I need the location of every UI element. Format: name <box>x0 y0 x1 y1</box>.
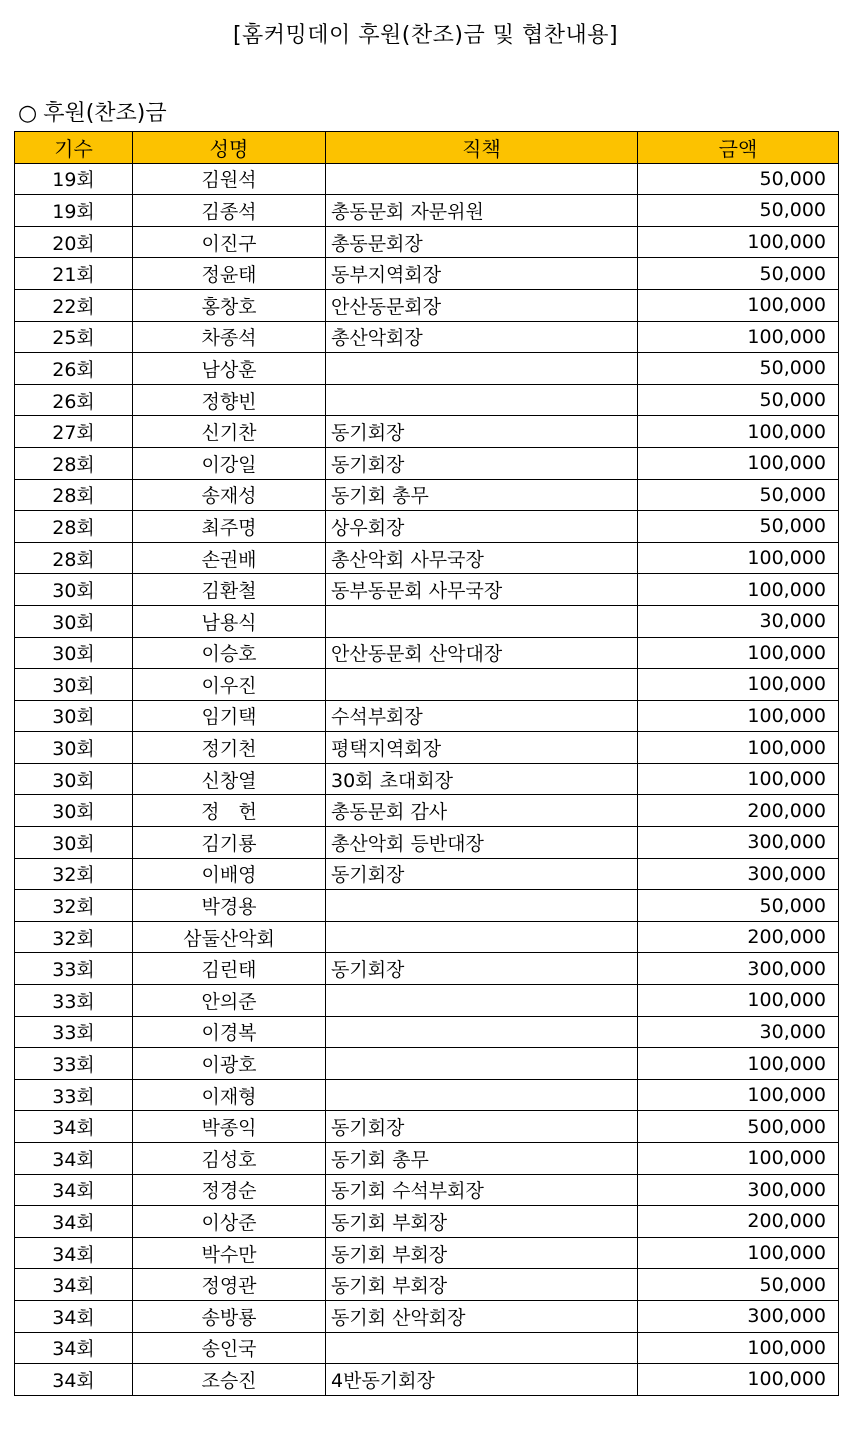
cell-name: 송재성 <box>133 479 326 511</box>
table-row <box>15 890 839 922</box>
cell-position <box>326 384 638 416</box>
cell-amount: 50,000 <box>638 890 839 922</box>
cell-generation: 30회 <box>15 605 133 637</box>
cell-amount: 100,000 <box>638 416 839 448</box>
table-row <box>15 700 839 732</box>
table-row <box>15 447 839 479</box>
cell-generation: 33회 <box>15 985 133 1017</box>
section-title: 후원(찬조)금 <box>43 101 167 126</box>
cell-amount: 50,000 <box>638 479 839 511</box>
cell-amount: 100,000 <box>638 289 839 321</box>
table-row <box>15 1364 839 1396</box>
table-row <box>15 1079 839 1111</box>
table-row <box>15 416 839 448</box>
cell-generation: 30회 <box>15 669 133 701</box>
page-title: [홈커밍데이 후원(찬조)금 및 협찬내용] <box>232 23 619 48</box>
cell-generation: 26회 <box>15 353 133 385</box>
cell-position: 동부지역회장 <box>326 258 638 290</box>
cell-position: 안산동문회장 <box>326 289 638 321</box>
cell-amount: 50,000 <box>638 511 839 543</box>
cell-name: 남상훈 <box>133 353 326 385</box>
table-row <box>15 1048 839 1080</box>
table-row <box>15 384 839 416</box>
table-row <box>15 763 839 795</box>
cell-name: 정향빈 <box>133 384 326 416</box>
cell-position: 총산악회장 <box>326 321 638 353</box>
cell-name: 정경순 <box>133 1174 326 1206</box>
cell-position: 수석부회장 <box>326 700 638 732</box>
cell-generation: 22회 <box>15 289 133 321</box>
cell-position: 동기회 총무 <box>326 479 638 511</box>
table-row <box>15 669 839 701</box>
cell-position <box>326 669 638 701</box>
table-header-row <box>15 132 839 164</box>
cell-name: 이진구 <box>133 226 326 258</box>
cell-amount: 30,000 <box>638 1016 839 1048</box>
table-row <box>15 163 839 195</box>
cell-name: 안의준 <box>133 985 326 1017</box>
cell-position: 4반동기회장 <box>326 1364 638 1396</box>
table-row <box>15 1300 839 1332</box>
cell-name: 김기룡 <box>133 827 326 859</box>
cell-position <box>326 1048 638 1080</box>
table-row <box>15 795 839 827</box>
cell-position: 동기회장 <box>326 953 638 985</box>
table-row <box>15 732 839 764</box>
cell-position: 동기회 총무 <box>326 1143 638 1175</box>
cell-generation: 32회 <box>15 858 133 890</box>
cell-name: 삼둘산악회 <box>133 921 326 953</box>
cell-amount: 50,000 <box>638 195 839 227</box>
cell-position <box>326 163 638 195</box>
cell-amount: 100,000 <box>638 669 839 701</box>
cell-amount: 100,000 <box>638 1143 839 1175</box>
table-row <box>15 289 839 321</box>
cell-amount: 100,000 <box>638 1332 839 1364</box>
table-row <box>15 574 839 606</box>
cell-name: 박수만 <box>133 1237 326 1269</box>
table-row <box>15 258 839 290</box>
table-row <box>15 321 839 353</box>
cell-name: 손권배 <box>133 542 326 574</box>
cell-name: 이우진 <box>133 669 326 701</box>
cell-generation: 34회 <box>15 1300 133 1332</box>
table-row <box>15 985 839 1017</box>
cell-position: 동부동문회 사무국장 <box>326 574 638 606</box>
cell-amount: 100,000 <box>638 732 839 764</box>
cell-generation: 33회 <box>15 1016 133 1048</box>
cell-name: 신창열 <box>133 763 326 795</box>
table-row <box>15 637 839 669</box>
header-name: 성명 <box>133 132 326 164</box>
cell-name: 이재형 <box>133 1079 326 1111</box>
cell-name: 송인국 <box>133 1332 326 1364</box>
cell-generation: 28회 <box>15 479 133 511</box>
table-row <box>15 226 839 258</box>
cell-name: 김환철 <box>133 574 326 606</box>
cell-position: 동기회장 <box>326 1111 638 1143</box>
cell-amount: 100,000 <box>638 1237 839 1269</box>
cell-name: 이광호 <box>133 1048 326 1080</box>
table-row <box>15 511 839 543</box>
cell-generation: 34회 <box>15 1111 133 1143</box>
table-row <box>15 353 839 385</box>
cell-position <box>326 921 638 953</box>
cell-name: 박경용 <box>133 890 326 922</box>
cell-name: 정기천 <box>133 732 326 764</box>
cell-name: 임기택 <box>133 700 326 732</box>
cell-position: 총동문회 자문위원 <box>326 195 638 227</box>
cell-amount: 100,000 <box>638 700 839 732</box>
cell-name: 신기찬 <box>133 416 326 448</box>
cell-generation: 32회 <box>15 890 133 922</box>
cell-amount: 100,000 <box>638 1079 839 1111</box>
cell-generation: 30회 <box>15 827 133 859</box>
cell-amount: 300,000 <box>638 858 839 890</box>
cell-position: 동기회장 <box>326 416 638 448</box>
table-row <box>15 195 839 227</box>
cell-amount: 50,000 <box>638 258 839 290</box>
cell-name: 이승호 <box>133 637 326 669</box>
cell-amount: 50,000 <box>638 1269 839 1301</box>
table-row <box>15 1332 839 1364</box>
cell-generation: 30회 <box>15 763 133 795</box>
cell-amount: 500,000 <box>638 1111 839 1143</box>
cell-generation: 32회 <box>15 921 133 953</box>
cell-position: 총산악회 사무국장 <box>326 542 638 574</box>
cell-amount: 200,000 <box>638 795 839 827</box>
cell-position: 동기회장 <box>326 858 638 890</box>
cell-generation: 28회 <box>15 542 133 574</box>
cell-position: 동기회장 <box>326 447 638 479</box>
cell-position <box>326 890 638 922</box>
cell-position: 총동문회 감사 <box>326 795 638 827</box>
table-row <box>15 1269 839 1301</box>
cell-position: 동기회 부회장 <box>326 1206 638 1238</box>
table-row <box>15 953 839 985</box>
cell-generation: 34회 <box>15 1237 133 1269</box>
cell-generation: 30회 <box>15 732 133 764</box>
cell-name: 김종석 <box>133 195 326 227</box>
cell-position <box>326 1079 638 1111</box>
cell-name: 남용식 <box>133 605 326 637</box>
cell-amount: 200,000 <box>638 921 839 953</box>
table-row <box>15 827 839 859</box>
cell-generation: 33회 <box>15 953 133 985</box>
cell-name: 차종석 <box>133 321 326 353</box>
section-heading <box>18 96 167 127</box>
table-row <box>15 479 839 511</box>
cell-position <box>326 353 638 385</box>
donation-table <box>14 131 839 1396</box>
cell-amount: 100,000 <box>638 321 839 353</box>
cell-amount: 100,000 <box>638 985 839 1017</box>
cell-position <box>326 985 638 1017</box>
cell-generation: 34회 <box>15 1206 133 1238</box>
cell-name: 최주명 <box>133 511 326 543</box>
cell-amount: 100,000 <box>638 447 839 479</box>
cell-amount: 50,000 <box>638 163 839 195</box>
cell-generation: 26회 <box>15 384 133 416</box>
cell-amount: 100,000 <box>638 1048 839 1080</box>
cell-generation: 20회 <box>15 226 133 258</box>
cell-position: 상우회장 <box>326 511 638 543</box>
cell-generation: 34회 <box>15 1364 133 1396</box>
cell-name: 홍창호 <box>133 289 326 321</box>
cell-name: 이경복 <box>133 1016 326 1048</box>
cell-amount: 300,000 <box>638 1174 839 1206</box>
cell-position: 동기회 수석부회장 <box>326 1174 638 1206</box>
cell-generation: 30회 <box>15 700 133 732</box>
table-row <box>15 542 839 574</box>
cell-generation: 33회 <box>15 1048 133 1080</box>
cell-name: 박종익 <box>133 1111 326 1143</box>
table-row <box>15 858 839 890</box>
cell-name: 이배영 <box>133 858 326 890</box>
cell-position: 평택지역회장 <box>326 732 638 764</box>
cell-name: 정윤태 <box>133 258 326 290</box>
cell-name: 이강일 <box>133 447 326 479</box>
cell-name: 송방룡 <box>133 1300 326 1332</box>
cell-name: 김원석 <box>133 163 326 195</box>
table-row <box>15 921 839 953</box>
cell-name: 이상준 <box>133 1206 326 1238</box>
table-row <box>15 1016 839 1048</box>
cell-name: 김성호 <box>133 1143 326 1175</box>
cell-amount: 30,000 <box>638 605 839 637</box>
header-amount: 금액 <box>638 132 839 164</box>
cell-name: 김린태 <box>133 953 326 985</box>
cell-position: 동기회 부회장 <box>326 1269 638 1301</box>
cell-generation: 19회 <box>15 195 133 227</box>
header-generation: 기수 <box>15 132 133 164</box>
cell-generation: 30회 <box>15 637 133 669</box>
cell-position <box>326 1332 638 1364</box>
cell-generation: 28회 <box>15 447 133 479</box>
cell-generation: 30회 <box>15 795 133 827</box>
table-row <box>15 1111 839 1143</box>
cell-generation: 33회 <box>15 1079 133 1111</box>
cell-generation: 21회 <box>15 258 133 290</box>
cell-amount: 100,000 <box>638 574 839 606</box>
cell-amount: 50,000 <box>638 353 839 385</box>
cell-name: 조승진 <box>133 1364 326 1396</box>
table-row <box>15 1143 839 1175</box>
cell-amount: 100,000 <box>638 542 839 574</box>
cell-amount: 50,000 <box>638 384 839 416</box>
cell-position: 30회 초대회장 <box>326 763 638 795</box>
cell-generation: 34회 <box>15 1174 133 1206</box>
header-position: 직책 <box>326 132 638 164</box>
cell-amount: 200,000 <box>638 1206 839 1238</box>
cell-amount: 300,000 <box>638 953 839 985</box>
cell-generation: 34회 <box>15 1269 133 1301</box>
cell-generation: 34회 <box>15 1332 133 1364</box>
cell-generation: 30회 <box>15 574 133 606</box>
cell-name: 정영관 <box>133 1269 326 1301</box>
cell-position: 총산악회 등반대장 <box>326 827 638 859</box>
table-row <box>15 1174 839 1206</box>
table-row <box>15 1237 839 1269</box>
cell-amount: 100,000 <box>638 1364 839 1396</box>
cell-position: 동기회 산악회장 <box>326 1300 638 1332</box>
cell-position: 총동문회장 <box>326 226 638 258</box>
cell-amount: 300,000 <box>638 827 839 859</box>
table-row <box>15 1206 839 1238</box>
cell-generation: 25회 <box>15 321 133 353</box>
cell-generation: 34회 <box>15 1143 133 1175</box>
cell-position: 안산동문회 산악대장 <box>326 637 638 669</box>
circle-bullet-icon: ○ <box>18 101 38 126</box>
cell-amount: 100,000 <box>638 226 839 258</box>
cell-generation: 27회 <box>15 416 133 448</box>
cell-amount: 300,000 <box>638 1300 839 1332</box>
table-row <box>15 605 839 637</box>
cell-position <box>326 1016 638 1048</box>
cell-position <box>326 605 638 637</box>
cell-generation: 28회 <box>15 511 133 543</box>
cell-generation: 19회 <box>15 163 133 195</box>
cell-amount: 100,000 <box>638 637 839 669</box>
cell-position: 동기회 부회장 <box>326 1237 638 1269</box>
cell-amount: 100,000 <box>638 763 839 795</box>
cell-name: 정 헌 <box>133 795 326 827</box>
